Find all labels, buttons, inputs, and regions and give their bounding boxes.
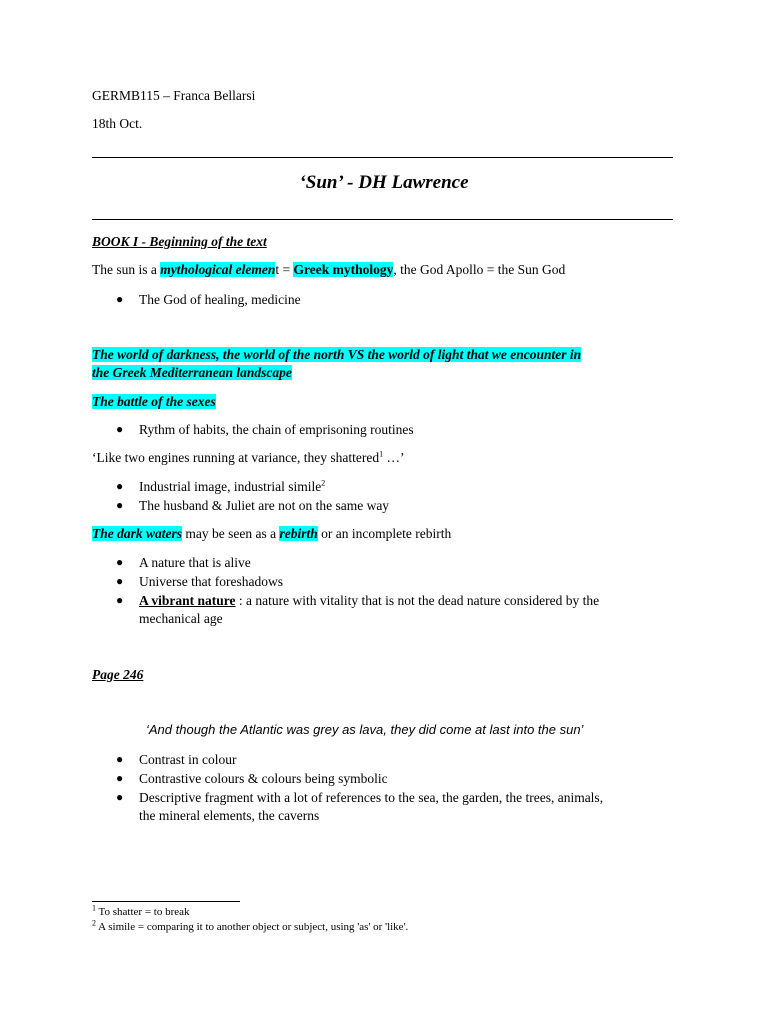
bullet-marker: ● [116, 422, 124, 436]
date-line: 18th Oct. [92, 116, 143, 131]
page246-heading: Page 246 [92, 667, 144, 682]
list-item-continuation: mechanical age [139, 611, 223, 626]
bullet-marker: ● [116, 771, 124, 785]
course-line: GERMB115 – Franca Bellarsi [92, 88, 256, 103]
atlantic-quote: ‘And though the Atlantic was grey as lava, they did come at last into the sun’ [146, 722, 584, 737]
list-item: A vibrant nature : a nature with vitality that is not the dead nature considered by the [139, 593, 600, 608]
world-line-2: the Greek Mediterranean landscape [92, 365, 292, 380]
quote-engines: ‘Like two engines running at variance, they shattered$^1$ …’ [92, 449, 405, 465]
highlight-dark-waters: The dark waters [92, 526, 183, 541]
list-item: Rythm of habits, the chain of emprisoning routines [139, 422, 414, 437]
list-item: Contrastive colours & colours being symbolic [139, 771, 388, 786]
list-item: Descriptive fragment with a lot of references to the sea, the garden, the trees, animals, [139, 790, 604, 805]
highlight-mythological: mythological elemen [160, 262, 276, 277]
bullet-marker: ● [116, 479, 124, 493]
bullet-marker: ● [116, 790, 124, 804]
title-rule [92, 219, 673, 220]
list-item-continuation: the mineral elements, the caverns [139, 808, 320, 823]
list-item: The God of healing, medicine [139, 292, 301, 307]
footnote-1: $^1$ To shatter = to break [92, 903, 190, 918]
battle-heading: The battle of the sexes [92, 394, 216, 409]
top-rule [92, 157, 673, 158]
sun-mythology-line: The sun is a mythological element = Greek mythology, the God Apollo = the Sun God [92, 262, 566, 277]
list-item: Universe that foreshadows [139, 574, 283, 589]
book1-heading: BOOK I - Beginning of the text [92, 234, 267, 249]
bullet-marker: ● [116, 593, 124, 607]
footnote-rule [92, 901, 240, 902]
vibrant-nature-term: A vibrant nature [139, 593, 236, 608]
bullet-marker: ● [116, 292, 124, 306]
bullet-marker: ● [116, 752, 124, 766]
bullet-marker: ● [116, 555, 124, 569]
list-item: A nature that is alive [139, 555, 251, 570]
dark-waters-line: The dark waters may be seen as a rebirth or an incomplete rebirth [92, 526, 452, 541]
world-line-1: The world of darkness, the world of the north VS the world of light that we encounter in [92, 347, 582, 362]
highlight-rebirth: rebirth [279, 526, 318, 541]
bullet-marker: ● [116, 574, 124, 588]
list-item: Contrast in colour [139, 752, 237, 767]
list-item: The husband & Juliet are not on the same way [139, 498, 390, 513]
document-title: ‘Sun’ - DH Lawrence [299, 172, 469, 193]
bullet-marker: ● [116, 498, 124, 512]
footnote-2: $^2$ A simile = comparing it to another object or subject, using 'as' or 'like'. [92, 918, 409, 933]
list-item: Industrial image, industrial simile$^2$ [139, 478, 326, 494]
highlight-greek-mythology: Greek mythology [293, 262, 394, 277]
